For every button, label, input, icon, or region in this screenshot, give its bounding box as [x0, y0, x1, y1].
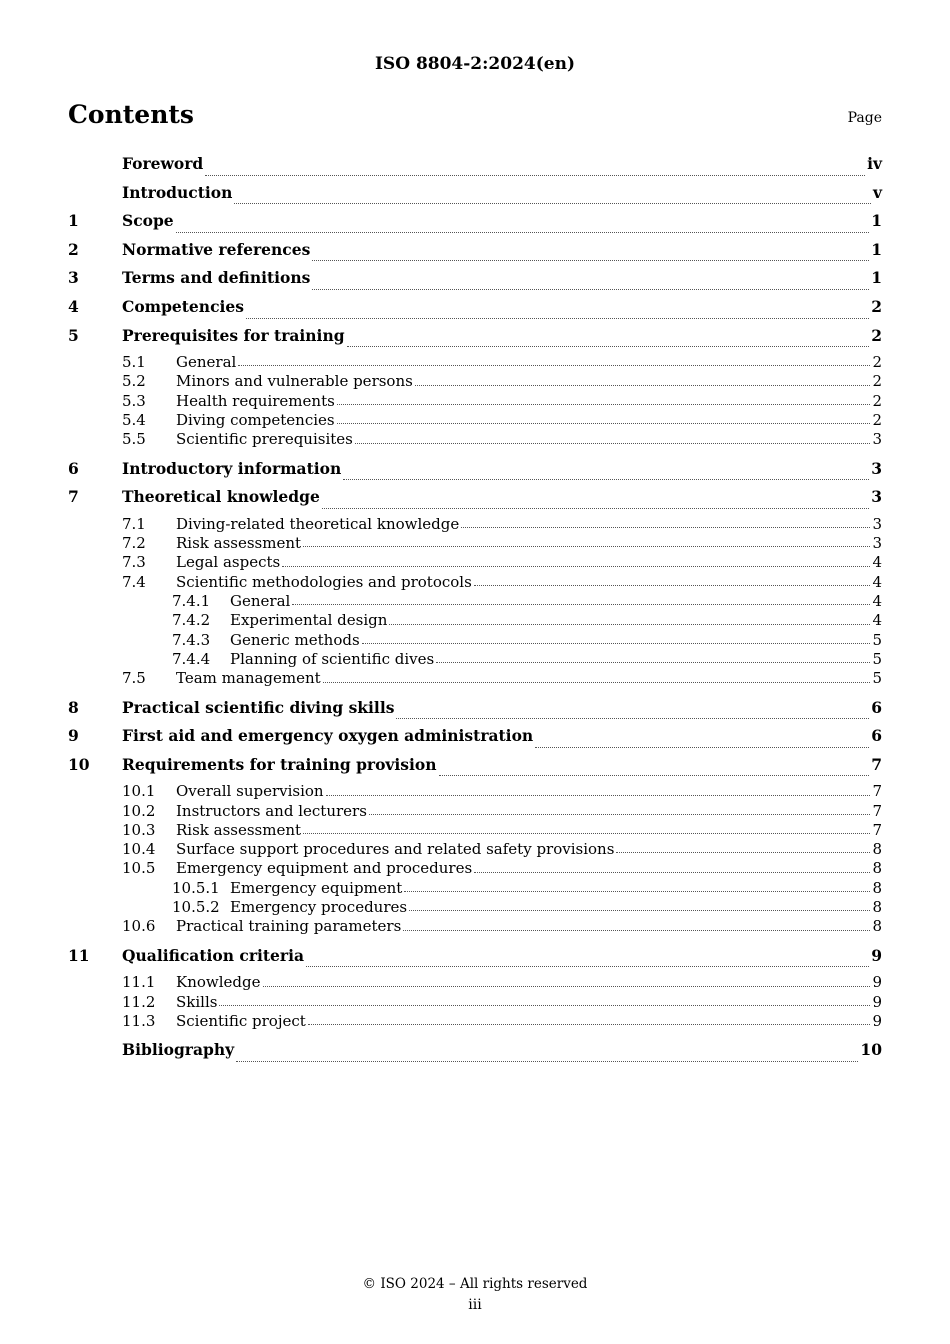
dot-leader: [306, 965, 869, 967]
toc-entry[interactable]: [68, 993, 882, 1012]
toc-entry-number: 7.1: [122, 514, 146, 533]
toc-entry-number: 10.1: [122, 782, 156, 801]
toc-entry-number: 11.2: [122, 992, 156, 1011]
toc-entry-number: 9: [68, 726, 79, 746]
toc-entry-title: Surface support procedures and related safety provisions: [176, 840, 615, 859]
dot-leader: [322, 507, 869, 509]
toc-entry[interactable]: [68, 210, 882, 239]
toc-entry[interactable]: [68, 898, 882, 917]
toc-entry-title: Health requirements: [176, 391, 335, 410]
toc-entry-page: 9: [871, 945, 882, 965]
toc-entry[interactable]: [68, 353, 882, 372]
toc-entry-page: 2: [872, 411, 882, 430]
toc-entry-page: 5: [872, 669, 882, 688]
toc-entry[interactable]: [68, 611, 882, 630]
dot-leader: [205, 174, 865, 176]
toc-entry[interactable]: [68, 515, 882, 534]
toc-entry[interactable]: [68, 458, 882, 487]
toc-entry-title: Scientific prerequisites: [176, 430, 353, 449]
toc-entry-page: 4: [872, 553, 882, 572]
toc-entry[interactable]: [68, 1039, 882, 1068]
toc-entry[interactable]: [68, 917, 882, 936]
dot-leader: [439, 774, 870, 776]
toc-entry[interactable]: [68, 153, 882, 182]
toc-entry[interactable]: [68, 411, 882, 430]
toc-entry-number: 6: [68, 458, 79, 478]
toc-entry-page: 3: [872, 514, 882, 533]
toc-entry-number: 10.5: [122, 859, 156, 878]
toc-entry-number: 5.1: [122, 353, 146, 372]
toc-entry-number: 7.2: [122, 534, 146, 553]
toc-entry-page: 1: [871, 239, 882, 259]
toc-entry-title: Introductory information: [122, 458, 342, 478]
toc-entry-title: Scope: [122, 211, 174, 231]
toc-entry-title: Normative references: [122, 239, 311, 259]
dot-leader: [415, 384, 871, 386]
toc-entry-title: Introduction: [122, 182, 233, 202]
toc-entry[interactable]: [68, 534, 882, 553]
table-of-contents: [68, 153, 882, 1068]
dot-leader: [236, 1060, 858, 1062]
toc-entry[interactable]: [68, 296, 882, 325]
toc-entry-number: 8: [68, 697, 79, 717]
toc-entry-page: 7: [872, 782, 882, 801]
dot-leader: [282, 565, 870, 567]
toc-entry-number: 5.2: [122, 372, 146, 391]
toc-entry-number: 5.3: [122, 391, 146, 410]
toc-entry[interactable]: [68, 669, 882, 688]
toc-entry[interactable]: [68, 430, 882, 449]
contents-title: Contents: [68, 100, 195, 129]
toc-entry-number: 2: [68, 239, 79, 259]
copyright-footer: © ISO 2024 – All rights reserved: [362, 1276, 588, 1292]
toc-entry[interactable]: [68, 879, 882, 898]
toc-entry-title: Foreword: [122, 154, 204, 173]
dot-leader: [362, 642, 871, 644]
toc-entry-page: iv: [867, 154, 882, 173]
toc-entry-title: Prerequisites for training: [122, 325, 345, 345]
dot-leader: [263, 985, 871, 987]
toc-entry-number: 10.4: [122, 840, 156, 859]
toc-entry-number: 7.4.2: [172, 611, 211, 630]
dot-leader: [355, 442, 871, 444]
toc-entry-number: 10.5.1: [172, 878, 220, 897]
toc-entry-page: 2: [871, 296, 882, 316]
toc-entry-page: 4: [872, 592, 882, 611]
toc-entry-title: Diving-related theoretical knowledge: [176, 514, 460, 533]
toc-entry-number: 11.1: [122, 973, 156, 992]
toc-entry-number: 3: [68, 268, 79, 288]
toc-entry[interactable]: [68, 782, 882, 801]
toc-entry-title: Instructors and lecturers: [176, 801, 367, 820]
dot-leader: [246, 317, 869, 319]
dot-leader: [176, 231, 870, 233]
toc-entry-number: 5: [68, 325, 79, 345]
dot-leader: [308, 1023, 871, 1025]
toc-entry-page: 10: [860, 1040, 882, 1060]
page-number: iii: [468, 1297, 482, 1313]
toc-entry-page: 8: [872, 840, 882, 859]
toc-entry-title: Theoretical knowledge: [122, 487, 320, 507]
toc-entry-title: Terms and definitions: [122, 268, 311, 288]
toc-entry[interactable]: [68, 392, 882, 411]
toc-entry-title: Legal aspects: [176, 553, 281, 572]
toc-entry-title: Overall supervision: [176, 782, 324, 801]
toc-entry-title: Generic methods: [230, 630, 360, 649]
toc-entry-title: Emergency equipment: [230, 878, 403, 897]
dot-leader: [343, 478, 869, 480]
document-id-header: ISO 8804-2:2024(en): [374, 54, 575, 74]
toc-entry-number: 10: [68, 754, 90, 774]
toc-entry-number: 4: [68, 296, 79, 316]
toc-entry-title: Experimental design: [230, 611, 388, 630]
toc-entry-page: 7: [872, 801, 882, 820]
dot-leader: [303, 832, 870, 834]
toc-entry-page: 7: [871, 754, 882, 774]
toc-entry[interactable]: [68, 325, 882, 354]
toc-entry-number: 10.2: [122, 801, 156, 820]
dot-leader: [474, 871, 870, 873]
toc-entry[interactable]: [68, 697, 882, 726]
dot-leader: [312, 259, 869, 261]
dot-leader: [323, 681, 871, 683]
toc-entry-number: 7.3: [122, 553, 146, 572]
toc-entry-number: 5.5: [122, 430, 146, 449]
toc-entry[interactable]: [68, 372, 882, 391]
dot-leader: [219, 1004, 870, 1006]
toc-entry-title: Team management: [176, 669, 321, 688]
toc-entry-page: 9: [872, 1011, 882, 1030]
toc-entry[interactable]: [68, 802, 882, 821]
toc-entry-number: 7.4.1: [172, 592, 211, 611]
toc-entry-title: General: [176, 353, 237, 372]
toc-entry-title: Emergency procedures: [230, 898, 408, 917]
dot-leader: [337, 403, 871, 405]
toc-entry-title: Practical training parameters: [176, 917, 402, 936]
toc-entry-title: Bibliography: [122, 1040, 235, 1060]
toc-entry-page: 2: [872, 391, 882, 410]
toc-entry-page: v: [872, 182, 882, 202]
toc-entry-page: 1: [871, 211, 882, 231]
toc-entry[interactable]: [68, 840, 882, 859]
toc-entry-title: Planning of scientific dives: [230, 649, 435, 668]
toc-entry[interactable]: [68, 650, 882, 669]
toc-entry-title: Practical scientific diving skills: [122, 697, 395, 717]
toc-entry-title: Competencies: [122, 296, 244, 316]
toc-entry-page: 3: [871, 458, 882, 478]
dot-leader: [409, 909, 870, 911]
toc-entry-title: General: [230, 592, 291, 611]
toc-entry[interactable]: [68, 859, 882, 878]
toc-entry-title: Qualification criteria: [122, 945, 305, 965]
toc-entry[interactable]: [68, 725, 882, 754]
toc-entry-number: 7.4.3: [172, 630, 211, 649]
toc-entry-number: 7.5: [122, 669, 146, 688]
toc-entry[interactable]: [68, 592, 882, 611]
toc-entry-title: Scientific methodologies and protocols: [176, 572, 472, 591]
toc-entry[interactable]: [68, 573, 882, 592]
toc-entry-title: Risk assessment: [176, 820, 302, 839]
dot-leader: [292, 603, 870, 605]
toc-entry-number: 7: [68, 487, 79, 507]
dot-leader: [474, 584, 871, 586]
page-column-label: Page: [847, 110, 882, 126]
toc-entry-number: 7.4: [122, 572, 146, 591]
toc-entry-number: 11: [68, 945, 90, 965]
toc-entry-page: 4: [872, 611, 882, 630]
dot-leader: [436, 661, 870, 663]
toc-entry-number: 10.3: [122, 820, 156, 839]
toc-entry[interactable]: [68, 754, 882, 783]
toc-entry[interactable]: [68, 239, 882, 268]
toc-entry[interactable]: [68, 945, 882, 974]
dot-leader: [312, 288, 869, 290]
toc-entry-title: Risk assessment: [176, 534, 302, 553]
toc-entry-page: 3: [872, 534, 882, 553]
toc-entry[interactable]: [68, 973, 882, 992]
dot-leader: [389, 623, 870, 625]
toc-entry-page: 9: [872, 973, 882, 992]
toc-entry-number: 11.3: [122, 1011, 156, 1030]
toc-entry[interactable]: [68, 631, 882, 650]
toc-entry-title: Diving competencies: [176, 411, 335, 430]
toc-entry-page: 3: [871, 487, 882, 507]
toc-entry[interactable]: [68, 486, 882, 515]
dot-leader: [461, 526, 870, 528]
toc-entry-title: Minors and vulnerable persons: [176, 372, 413, 391]
toc-entry-title: Scientific project: [176, 1011, 306, 1030]
toc-entry-page: 9: [872, 992, 882, 1011]
toc-entry-page: 2: [872, 372, 882, 391]
toc-entry-page: 8: [872, 878, 882, 897]
toc-entry[interactable]: [68, 1012, 882, 1031]
dot-leader: [369, 813, 871, 815]
toc-entry-page: 8: [872, 898, 882, 917]
toc-entry-title: Emergency equipment and procedures: [176, 859, 473, 878]
toc-entry-page: 4: [872, 572, 882, 591]
toc-entry-page: 7: [872, 820, 882, 839]
toc-entry-title: Requirements for training provision: [122, 754, 437, 774]
toc-entry-page: 1: [871, 268, 882, 288]
toc-entry-title: First aid and emergency oxygen administration: [122, 726, 534, 746]
dot-leader: [347, 345, 870, 347]
dot-leader: [234, 202, 871, 204]
dot-leader: [238, 364, 870, 366]
dot-leader: [337, 422, 871, 424]
dot-leader: [404, 890, 870, 892]
dot-leader: [403, 929, 870, 931]
toc-entry-page: 2: [871, 325, 882, 345]
toc-entry-number: 7.4.4: [172, 649, 211, 668]
dot-leader: [326, 794, 871, 796]
dot-leader: [303, 545, 870, 547]
toc-entry-title: Knowledge: [176, 973, 261, 992]
toc-entry-page: 2: [872, 353, 882, 372]
toc-entry-page: 8: [872, 859, 882, 878]
toc-entry-page: 6: [871, 697, 882, 717]
toc-entry-page: 3: [872, 430, 882, 449]
toc-entry[interactable]: [68, 267, 882, 296]
toc-entry-number: 10.5.2: [172, 898, 220, 917]
toc-entry-number: 1: [68, 211, 79, 231]
dot-leader: [616, 851, 870, 853]
dot-leader: [396, 717, 869, 719]
toc-entry-number: 5.4: [122, 411, 146, 430]
toc-entry-title: Skills: [176, 992, 218, 1011]
toc-entry[interactable]: [68, 553, 882, 572]
toc-entry-page: 5: [872, 630, 882, 649]
dot-leader: [535, 746, 869, 748]
toc-entry-number: 10.6: [122, 917, 156, 936]
toc-entry-page: 8: [872, 917, 882, 936]
toc-entry[interactable]: [68, 182, 882, 211]
toc-entry-page: 5: [872, 649, 882, 668]
toc-entry-page: 6: [871, 726, 882, 746]
toc-entry[interactable]: [68, 821, 882, 840]
